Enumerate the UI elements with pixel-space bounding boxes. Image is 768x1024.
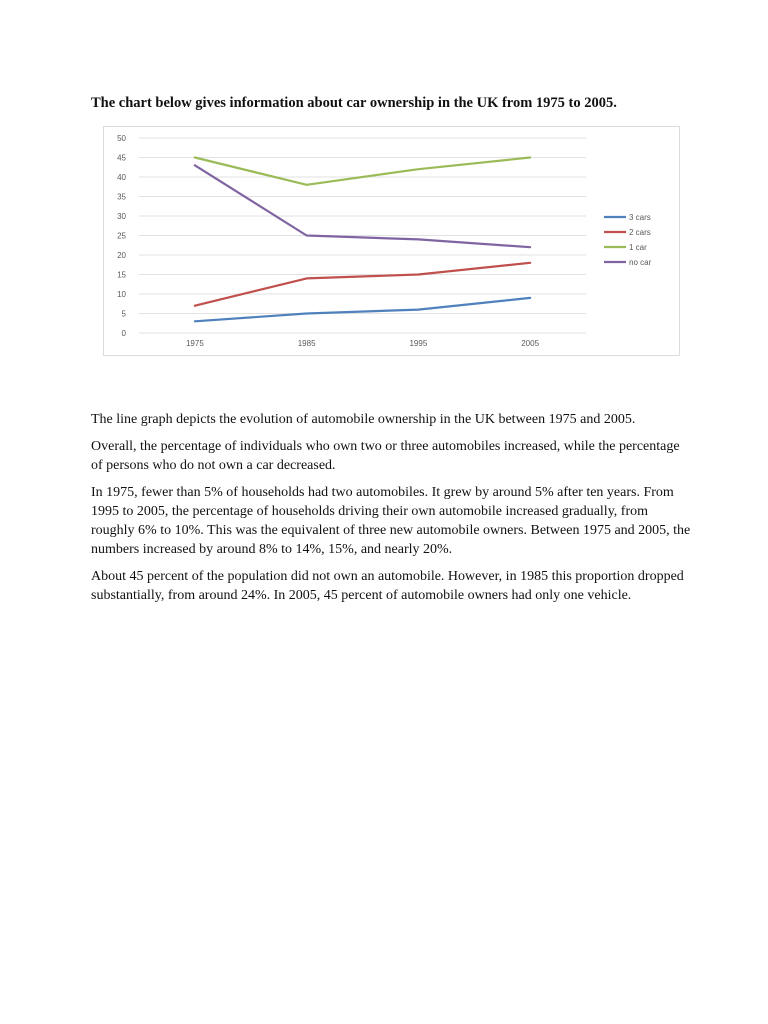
y-tick-label: 5: [121, 309, 126, 319]
y-tick-label: 15: [117, 270, 126, 280]
chart-svg: [104, 127, 679, 355]
y-tick-label: 25: [117, 231, 126, 241]
line-chart: [103, 126, 680, 356]
x-tick-label: 1975: [185, 339, 204, 348]
y-tick-label: 40: [117, 173, 126, 182]
x-tick-label: 1985: [297, 339, 316, 348]
paragraph-overview: Overall, the percentage of individuals who own two or three automobiles increased, while the percentage of persons who do not own a car decreased.: [91, 439, 680, 473]
legend-label: 1 car: [629, 243, 647, 252]
y-tick-label: 0: [121, 329, 126, 338]
x-tick-label: 2005: [521, 339, 540, 348]
y-tick-label: 20: [117, 251, 126, 260]
legend-label: 2 cars: [629, 228, 651, 237]
paragraph-conclusion: About 45 percent of the population did not own an automobile. However, in 1985 this proportion dropped substantially, from around 24%. In 2005, 45 percent of automobile owners had only one vehicle.: [91, 569, 684, 603]
body-text: [91, 410, 691, 613]
y-tick-label: 45: [117, 153, 126, 163]
y-tick-label: 35: [117, 192, 126, 202]
y-tick-label: 30: [117, 212, 126, 221]
series-line: [195, 263, 530, 306]
paragraph-details: In 1975, fewer than 5% of households had two automobiles. It grew by around 5% after ten years. From 1995 to 2005, the percentage of households driving their own automobile increased gradually, from roughly 6% to 10%. This was the equivalent of three new automobile owners. Between 1975 and 2005, the numbers increased by around 8% to 14%, 15%, and nearly 20%.: [91, 485, 691, 557]
legend-label: no car: [629, 258, 652, 267]
page-heading: The chart below gives information about car ownership in the UK from 1975 to 2005.: [91, 95, 617, 111]
series-line: [195, 298, 530, 321]
paragraph-intro: The line graph depicts the evolution of automobile ownership in the UK between 1975 and 2005.: [91, 412, 636, 427]
series-line: [195, 158, 530, 185]
y-tick-label: 50: [117, 134, 126, 143]
legend-label: 3 cars: [629, 213, 651, 222]
y-tick-label: 10: [117, 290, 126, 299]
x-tick-label: 1995: [409, 339, 428, 348]
